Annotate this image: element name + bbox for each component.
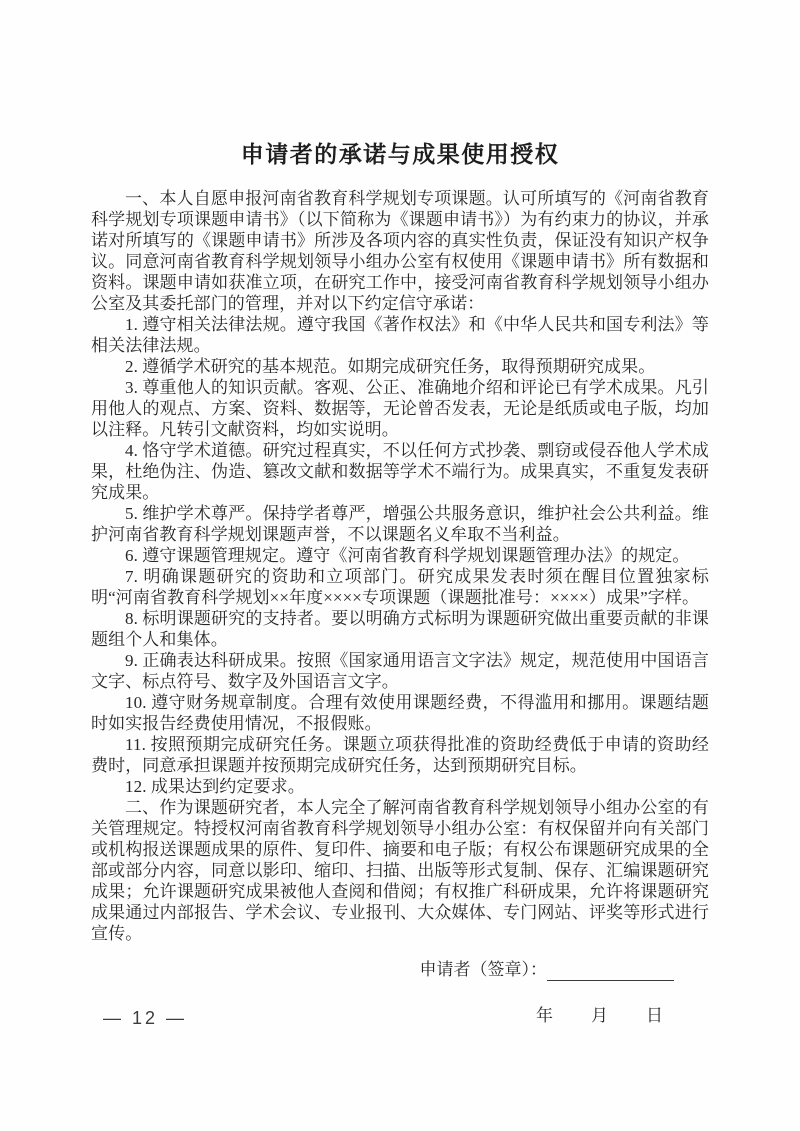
list-item-10: 10. 遵守财务规章制度。合理有效使用课题经费，不得滥用和挪用。课题结题时如实报告经费使用情况，不报假账。	[91, 693, 709, 733]
paragraph-intro: 一、本人自愿申报河南省教育科学规划专项课题。认可所填写的《河南省教育科学规划专项课题申请书》（以下简称为《课题申请书》）为有约束力的协议，并承诺对所填写的《课题申请书》所涉及各项内容的真实性负责，保证没有知识产权争议。同意河南省教育科学规划领导小组办公室有权使用《课题申请书》所有数据和资料。课题申请如获准立项，在研究工作中，接受河南省教育科学规划领导小组办公室及其委托部门的管理，并对以下约定信守承诺：	[91, 189, 709, 313]
date-day-label: 日	[646, 1006, 663, 1025]
list-item-3: 3. 尊重他人的知识贡献。客观、公正、准确地介绍和评论已有学术成果。凡引用他人的观点、方案、资料、数据等，无论曾否发表，无论是纸质或电子版，均加以注释。凡转引文献资料，均如实说明。	[91, 378, 709, 439]
list-item-11: 11. 按照预期完成研究任务。课题立项获得批准的资助经费低于申请的资助经费时，同意承担课题并按预期完成研究任务，达到预期研究目标。	[91, 735, 709, 775]
document-content	[91, 140, 709, 1027]
list-item-1: 1. 遵守相关法律法规。遵守我国《著作权法》和《中华人民共和国专利法》等相关法律法规。	[91, 315, 709, 355]
list-item-7: 7. 明确课题研究的资助和立项部门。研究成果发表时须在醒目位置独家标明“河南省教育科学规划××年度××××专项课题（课题批准号：××××）成果”字样。	[91, 567, 709, 607]
list-item-4: 4. 恪守学术道德。研究过程真实，不以任何方式抄袭、剽窃或侵吞他人学术成果，杜绝伪注、伪造、篡改文献和数据等学术不端行为。成果真实，不重复发表研究成果。	[91, 441, 709, 502]
date-year-label: 年	[536, 1006, 553, 1025]
list-item-12: 12. 成果达到约定要求。	[125, 777, 305, 796]
page-title: 申请者的承诺与成果使用授权	[240, 142, 560, 167]
list-item-9: 9. 正确表达科研成果。按照《国家通用语言文字法》规定，规范使用中国语言文字、标点符号、数字及外国语言文字。	[91, 651, 709, 691]
list-item-5: 5. 维护学术尊严。保持学者尊严，增强公共服务意识，维护社会公共利益。维护河南省教育科学规划课题声誉，不以课题名义牟取不当利益。	[91, 504, 709, 544]
signature-row	[91, 958, 709, 981]
page-number: — 12 —	[103, 1008, 188, 1028]
signature-label: 申请者（签章）：	[419, 960, 547, 979]
list-item-6: 6. 遵守课题管理规定。遵守《河南省教育科学规划课题管理办法》的规定。	[125, 546, 690, 565]
date-month-label: 月	[591, 1006, 608, 1025]
signature-blank-line	[547, 961, 674, 981]
list-item-8: 8. 标明课题研究的支持者。要以明确方式标明为课题研究做出重要贡献的非课题组个人和集体。	[91, 609, 709, 649]
paragraph-authorization: 二、作为课题研究者，本人完全了解河南省教育科学规划领导小组办公室的有关管理规定。特授权河南省教育科学规划领导小组办公室：有权保留并向有关部门或机构报送课题成果的原件、复印件、摘要和电子版；有权公布课题研究成果的全部或部分内容，同意以影印、缩印、扫描、出版等形式复制、保存、汇编课题研究成果；允许课题研究成果被他人查阅和借阅；有权推广科研成果，允许将课题研究成果通过内部报告、学术会议、专业报刊、大众媒体、专门网站、评奖等形式进行宣传。	[91, 798, 709, 943]
list-item-2: 2. 遵循学术研究的基本规范。如期完成研究任务，取得预期研究成果。	[125, 357, 656, 376]
